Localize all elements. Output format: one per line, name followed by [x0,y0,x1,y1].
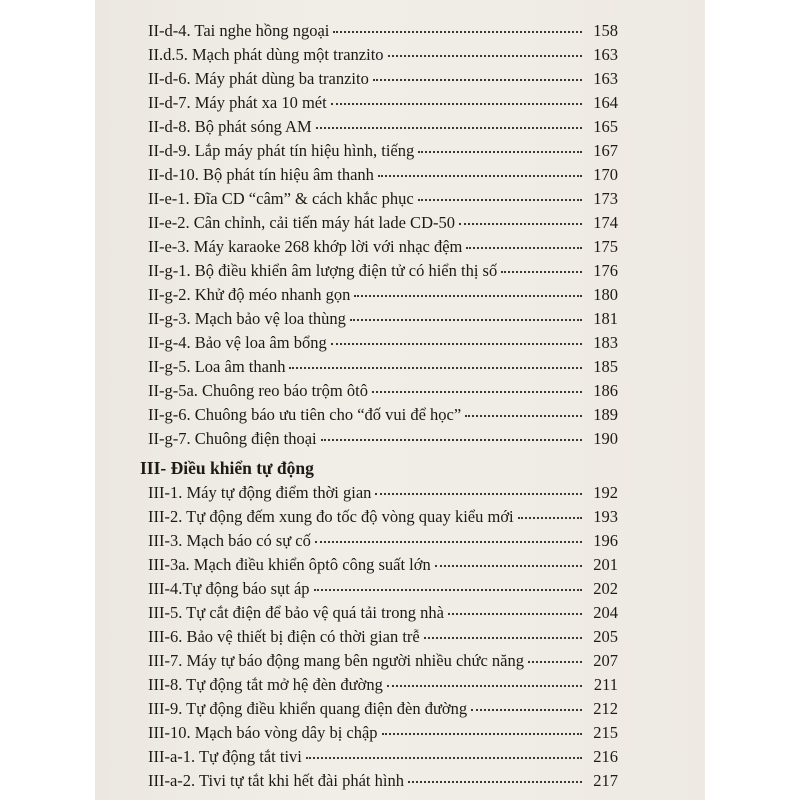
toc-entry-label: III-6. Bảo vệ thiết bị điện có thời gian trễ [148,627,420,646]
toc-entry [148,333,618,357]
dot-leader [372,390,582,393]
dot-leader [306,756,582,759]
dot-leader [448,612,582,615]
toc-entry [148,93,618,117]
toc-entry [148,747,618,771]
toc-entry-label: II-g-6. Chuông báo ưu tiên cho “đố vui để học” [148,405,462,424]
dot-leader [466,246,582,249]
toc-entry-page: 170 [593,165,618,184]
toc-entry [148,483,618,507]
toc-entry-label: III-2. Tự động đếm xung đo tốc độ vòng quay kiểu mới [148,507,514,526]
dot-leader [350,318,582,321]
toc-entry-page: 207 [593,651,618,670]
toc-entry-page: 196 [593,531,618,550]
toc-entry-page: 205 [593,627,618,646]
toc-entry-page: 175 [593,237,618,256]
toc-entry-page: 202 [593,579,618,598]
toc-entry-label: II-d-4. Tai nghe hồng ngoại [148,21,330,40]
toc-entry-page: 193 [593,507,618,526]
dot-leader [375,492,582,495]
toc-entry-page: 216 [593,747,618,766]
toc-entry-page: 163 [593,45,618,64]
dot-leader [315,540,582,543]
dot-leader [528,660,582,663]
toc-entry-label: II-d-9. Lắp máy phát tín hiệu hình, tiếng [148,141,415,160]
dot-leader [465,414,582,417]
toc-entry-label: III-9. Tự động điều khiển quang điện đèn đường [148,699,468,718]
toc-entry [148,723,618,747]
toc-entry-label: II-g-3. Mạch bảo vệ loa thùng [148,309,346,328]
toc-entry-page: 164 [593,93,618,112]
toc-entry-page: 167 [593,141,618,160]
section-heading: III- Điều khiển tự động [140,458,314,478]
toc-entry [148,627,618,651]
toc-entry-label: III-5. Tự cắt điện để bảo vệ quá tải trong nhà [148,603,444,622]
dot-leader [331,102,582,105]
toc-entry-label: II-g-4. Bảo vệ loa âm bổng [148,333,327,352]
toc-entry-page: 180 [593,285,618,304]
toc-entry-page: 201 [593,555,618,574]
dot-leader [408,780,582,783]
toc-entry [148,699,618,723]
toc-entry [148,237,618,261]
dot-leader [501,270,582,273]
toc-entry [148,651,618,675]
toc-entry [148,429,618,453]
dot-leader [321,438,582,441]
toc-entry [148,45,618,69]
dot-leader [459,222,582,225]
dot-leader [471,708,582,711]
dot-leader [388,54,582,57]
toc-entry-page: 163 [593,69,618,88]
toc-entry-page: 185 [593,357,618,376]
toc-entry [148,141,618,165]
toc-entry-label: III-4.Tự động báo sụt áp [148,579,310,598]
dot-leader [354,294,582,297]
toc-entry-page: 183 [593,333,618,352]
toc-entry [148,675,618,699]
toc-entry [148,507,618,531]
toc-entry-label: III-3a. Mạch điều khiển ôptô công suất lớn [148,555,431,574]
toc-entry-label: III-10. Mạch báo vòng dây bị chập [148,723,378,742]
toc-entry-page: 204 [593,603,618,622]
toc-entry-label: II-g-2. Khử độ méo nhanh gọn [148,285,351,304]
toc-entry-label: II-d-10. Bộ phát tín hiệu âm thanh [148,165,374,184]
toc-entry-label: II-e-1. Đĩa CD “câm” & cách khắc phục [148,189,414,208]
dot-leader [382,732,582,735]
toc-entry-label: II-d-6. Máy phát dùng ba tranzito [148,69,369,88]
toc-entry [148,405,618,429]
toc-entry-page: 190 [593,429,618,448]
toc-entry-label: III-7. Máy tự báo động mang bên người nhiều chức năng [148,651,525,670]
toc-entry-label: II-d-8. Bộ phát sóng AM [148,117,312,136]
dot-leader [316,126,582,129]
toc-entry [148,603,618,627]
dot-leader [373,78,582,81]
toc-entry [148,117,618,141]
toc-entry-label: II-d-7. Máy phát xa 10 mét [148,93,327,112]
dot-leader [387,684,582,687]
toc-entry [148,213,618,237]
toc-entry [148,285,618,309]
toc-entry [148,21,618,45]
dot-leader [418,198,582,201]
toc-entry-label: II-g-5. Loa âm thanh [148,357,286,376]
toc-entry [148,69,618,93]
toc-entry-label: II-e-2. Cân chỉnh, cải tiến máy hát lade CD-50 [148,213,455,232]
toc-entry-label: III-a-1. Tự động tắt tivi [148,747,302,766]
toc-entry-label: II-g-1. Bộ điều khiển âm lượng điện tử có hiển thị số [148,261,498,280]
toc-entry-label: II-g-5a. Chuông reo báo trộm ôtô [148,381,368,400]
toc-entry-page: 192 [593,483,618,502]
toc-entry [148,165,618,189]
toc-entry-page: 173 [593,189,618,208]
toc-entry [148,381,618,405]
dot-leader [435,564,582,567]
toc-entry [148,771,618,795]
toc-entry [148,261,618,285]
toc-entry-page: 181 [593,309,618,328]
toc-entry-page: 165 [593,117,618,136]
toc-entry [148,531,618,555]
toc-entry-page: 211 [593,675,618,694]
toc-entry-label: III-8. Tự động tắt mở hệ đèn đường [148,675,383,694]
toc-entry-label: II.d.5. Mạch phát dùng một tranzito [148,45,384,64]
toc-entry-label: II-g-7. Chuông điện thoại [148,429,317,448]
toc-entry-page: 176 [593,261,618,280]
toc-entry [148,357,618,381]
toc-entry-page: 158 [593,21,618,40]
dot-leader [333,30,582,33]
toc-entry [148,579,618,603]
toc-entry-page: 174 [593,213,618,232]
dot-leader [314,588,582,591]
toc-entry-label: III-a-2. Tivi tự tắt khi hết đài phát hình [148,771,404,790]
toc-entry [148,309,618,333]
toc-entry-label: III-3. Mạch báo có sự cố [148,531,311,550]
dot-leader [418,150,582,153]
dot-leader [518,516,582,519]
toc-entry-label: III-1. Máy tự động điểm thời gian [148,483,372,502]
dot-leader [424,636,582,639]
toc-entry [148,189,618,213]
toc-entry-page: 212 [593,699,618,718]
dot-leader [289,366,582,369]
toc-entry-label: II-e-3. Máy karaoke 268 khớp lời với nhạc đệm [148,237,463,256]
toc-entry-page: 217 [593,771,618,790]
toc-entry-page: 186 [593,381,618,400]
toc-entry [148,555,618,579]
toc-entry-page: 189 [593,405,618,424]
toc-entry-page: 215 [593,723,618,742]
dot-leader [378,174,582,177]
dot-leader [331,342,582,345]
